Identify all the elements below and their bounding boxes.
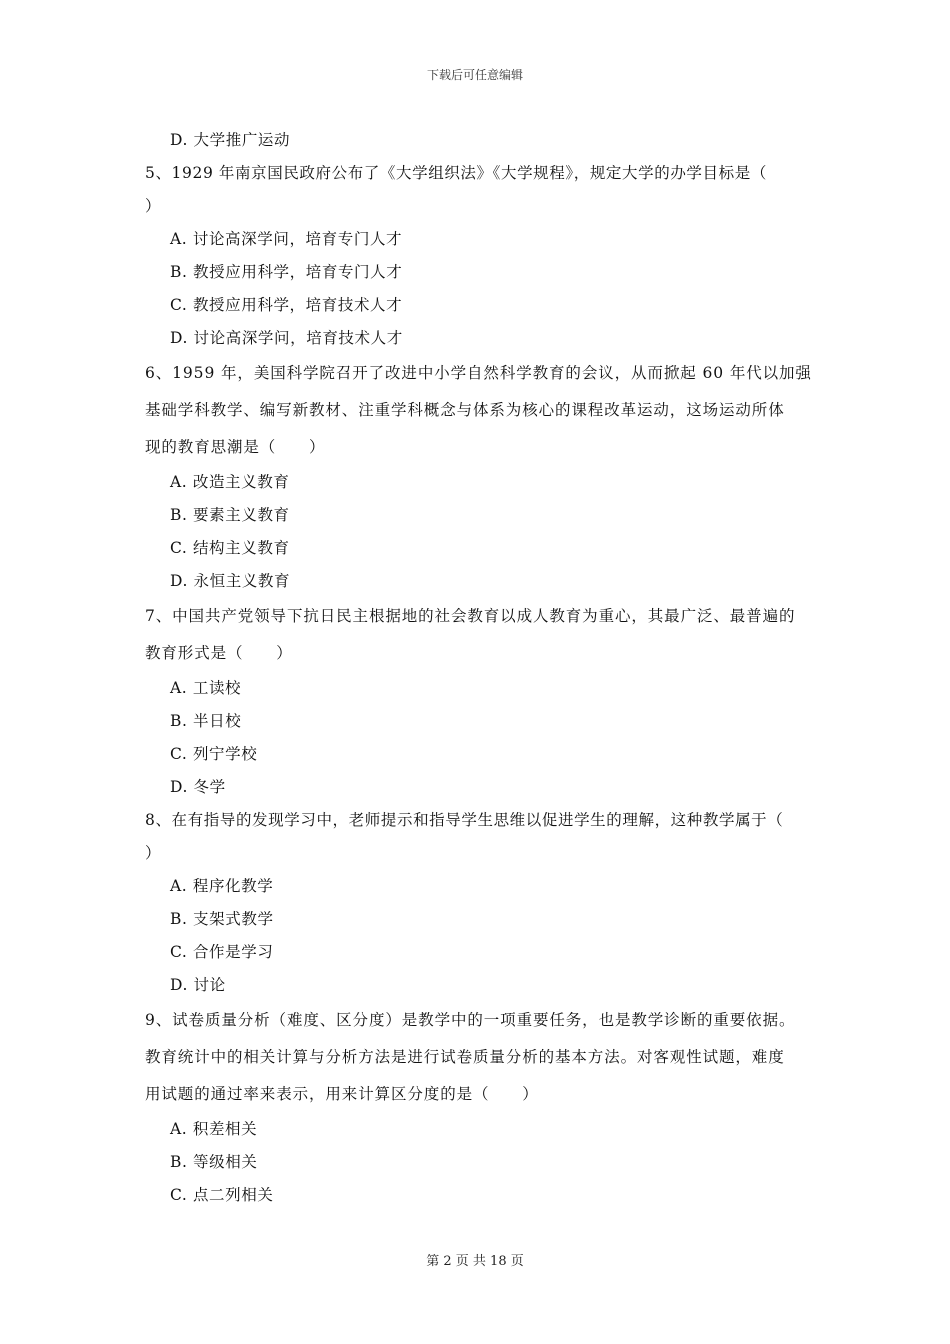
question-7 [145, 598, 810, 804]
option-item: C. 列宁学校 [170, 745, 258, 763]
option-item: C. 合作是学习 [170, 943, 274, 961]
question-stem-line: 教育形式是（ ） [145, 644, 293, 662]
option-item: B. 要素主义教育 [170, 506, 290, 524]
option-item: A. 程序化教学 [170, 877, 274, 895]
option-item: D. 永恒主义教育 [170, 572, 291, 590]
question-stem-line: 8、在有指导的发现学习中，老师提示和指导学生思维以促进学生的理解，这种教学属于（ [145, 811, 784, 829]
option-item: A. 讨论高深学问，培育专门人才 [170, 230, 403, 248]
option-item: C. 教授应用科学，培育技术人才 [170, 296, 403, 314]
document-body [145, 124, 810, 1212]
question-9 [145, 1002, 810, 1212]
option-item: B. 教授应用科学，培育专门人才 [170, 263, 403, 281]
question-stem-line: 用试题的通过率来表示，用来计算区分度的是（ ） [145, 1085, 539, 1103]
option-item: C. 结构主义教育 [170, 539, 290, 557]
page-header: 下载后可任意编辑 [426, 68, 523, 82]
question-8 [145, 804, 810, 1002]
option-item: A. 积差相关 [170, 1120, 258, 1138]
question-stem-line: 6、1959 年，美国科学院召开了改进中小学自然科学教育的会议，从而掀起 60 年代以加强 [145, 364, 812, 382]
option-item: A. 改造主义教育 [170, 473, 290, 491]
option-item: B. 支架式教学 [170, 910, 274, 928]
question-stem-line: 基础学科教学、编写新教材、注重学科概念与体系为核心的课程改革运动，这场运动所体 [145, 401, 785, 419]
page-footer: 第 2 页 共 18 页 [426, 1254, 524, 1269]
question-6 [145, 355, 810, 598]
option-item: C. 点二列相关 [170, 1186, 274, 1204]
option-item: D. 讨论高深学问，培育技术人才 [170, 329, 403, 347]
question-stem-line: ） [145, 197, 162, 215]
option-item: A. 工读校 [170, 679, 242, 697]
option-item: B. 半日校 [170, 712, 242, 730]
option-item: D. 讨论 [170, 976, 226, 994]
question-stem-line: 9、试卷质量分析（难度、区分度）是教学中的一项重要任务，也是教学诊断的重要依据。 [145, 1011, 796, 1029]
option-item: D. 大学推广运动 [170, 131, 291, 149]
question-stem-line: 教育统计中的相关计算与分析方法是进行试卷质量分析的基本方法。对客观性试题，难度 [145, 1048, 785, 1066]
question-5 [145, 157, 810, 355]
question-stem-line: 现的教育思潮是（ ） [145, 438, 326, 456]
question-stem-line: ） [145, 844, 162, 862]
question-stem-line: 7、中国共产党领导下抗日民主根据地的社会教育以成人教育为重心，其最广泛、最普遍的 [145, 607, 796, 625]
question-stem-line: 5、1929 年南京国民政府公布了《大学组织法》《大学规程》，规定大学的办学目标是（ [145, 164, 767, 182]
option-item: D. 冬学 [170, 778, 226, 796]
option-item: B. 等级相关 [170, 1153, 258, 1171]
